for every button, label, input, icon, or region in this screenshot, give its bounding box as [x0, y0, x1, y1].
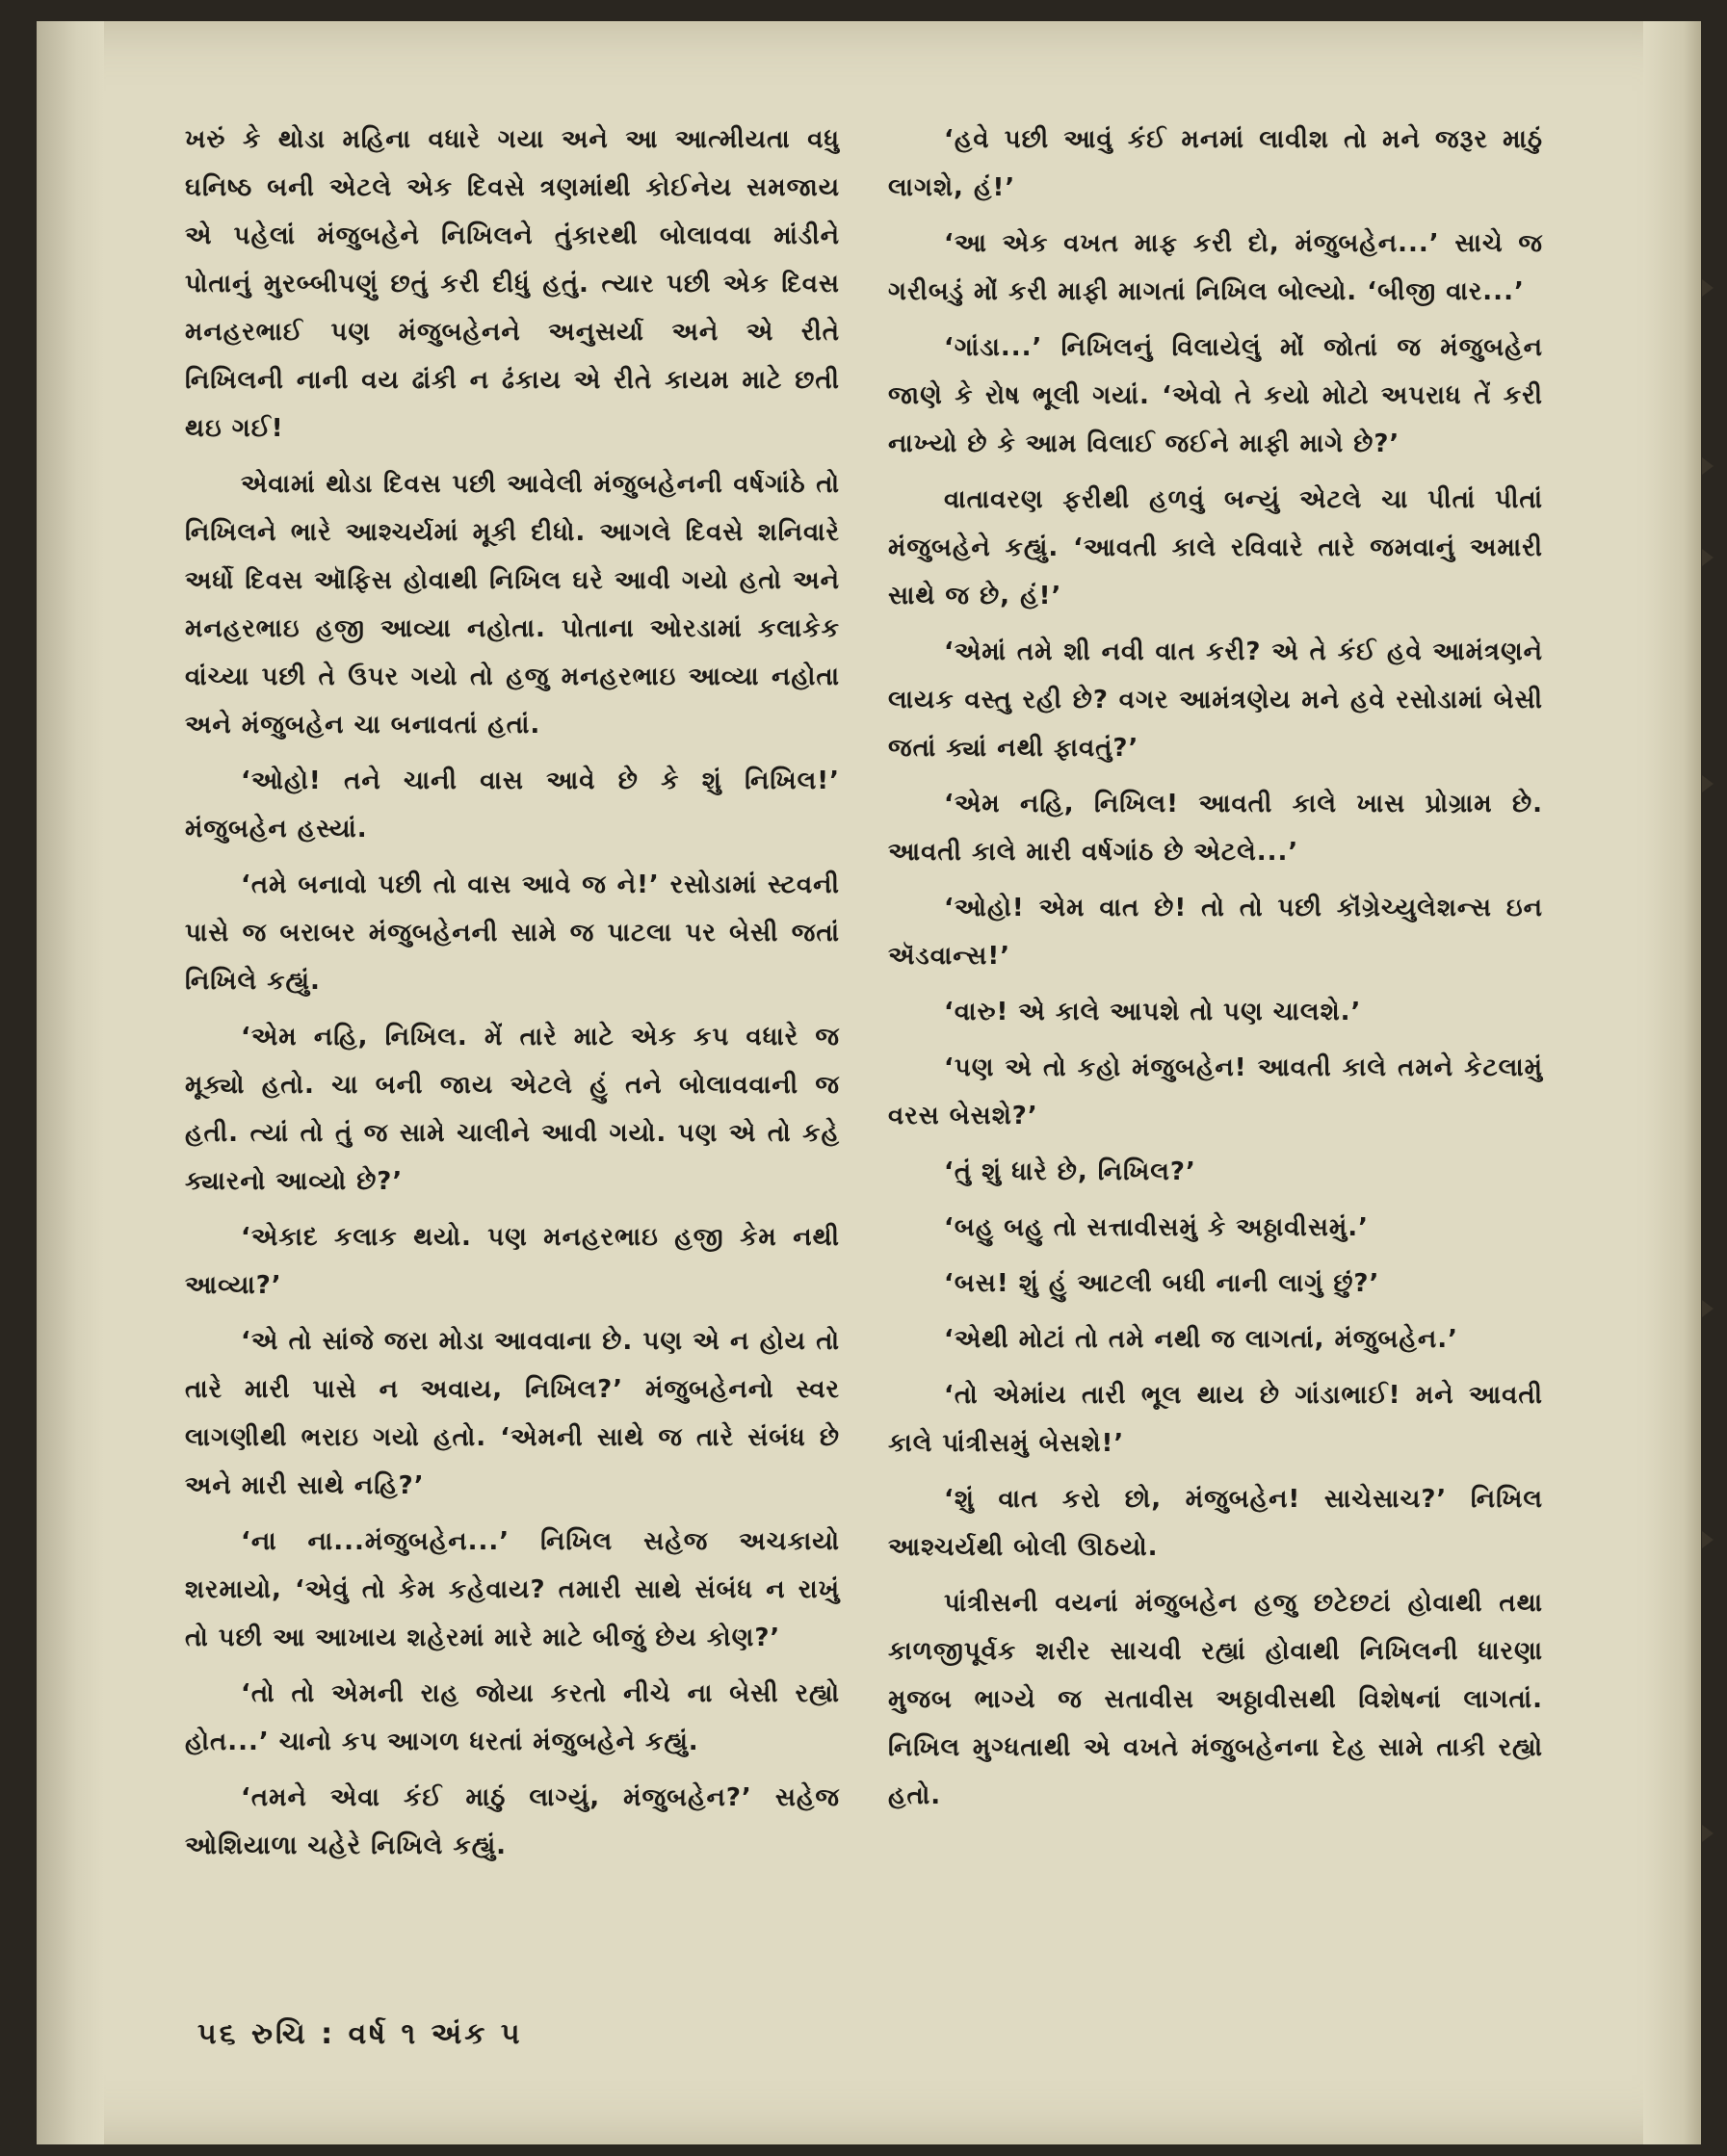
paragraph: ‘પણ એ તો કહો મંજુબહેન! આવતી કાલે તમને કેટલામું વરસ બેસશે?’ [888, 1053, 1543, 1130]
paragraph: ‘બહુ બહુ તો સત્તાવીસમું કે અઠ્ઠાવીસમું.’ [944, 1213, 1369, 1242]
paragraph: ‘ના ના...મંજુબહેન...’ નિખિલ સહેજ અચકાયો શરમાયો, ‘એવું તો કેમ કહેવાય? તમારી સાથે સંબંધ ન રાખું તો પછી આ આખાય શહેરમાં મારે માટે બીજું છેય કોણ?’ [185, 1527, 840, 1652]
paragraph: ‘બસ! શું હું આટલી બધી નાની લાગું છું?’ [944, 1269, 1380, 1298]
paragraph: ‘આ એક વખત માફ કરી દો, મંજુબહેન...’ સાચે જ ગરીબડું મોં કરી માફી માગતાં નિખિલ બોલ્યો. ‘બીજી વાર...’ [888, 229, 1543, 306]
paragraph: ‘એમ નહિ, નિખિલ. મેં તારે માટે એક કપ વધારે જ મૂક્યો હતો. ચા બની જાય એટલે હું તને બોલાવવાની જ હતી. ત્યાં તો તું જ સામે ચાલીને આવી ગયો. પણ એ તો કહે ક્યારનો આવ્યો છે?’ [185, 1023, 840, 1196]
paragraph: ‘તમને એવા કંઈ માઠું લાગ્યું, મંજુબહેન?’ સહેજ ઓશિયાળા ચહેરે નિખિલે કહ્યું. [185, 1783, 840, 1860]
page-footer: ૫૬ રુચિ : વર્ષ ૧ અંક ૫ [197, 2017, 523, 2051]
paragraph: ‘તો તો એમની રાહ જોયા કરતો નીચે ના બેસી રહ્યો હોત...’ ચાનો કપ આગળ ધરતાં મંજુબહેને કહ્યું. [185, 1679, 840, 1756]
paragraph: ‘વારુ! એ કાલે આપશે તો પણ ચાલશે.’ [944, 998, 1362, 1026]
paragraph: ‘ઓહો! એમ વાત છે! તો તો પછી કૉંગ્રેચ્યુલેશન્સ ઇન ઍડવાન્સ!’ [888, 894, 1543, 971]
paragraph: ખરું કે થોડા મહિના વધારે ગયા અને આ આત્મીયતા વધુ ઘનિષ્ઠ બની એટલે એક દિવસે ત્રણમાંથી કોઈનેય સમજાય એ પહેલાં મંજુબહેને નિખિલને તુંકારથી બોલાવવા માંડીને પોતાનું મુરબ્બીપણું છતું કરી દીધું હતું. ત્યાર પછી એક દિવસ મનહરભાઈ પણ મંજુબહેનને અનુસર્યા અને એ રીતે નિખિલની નાની વય ઢાંકી ન ઢંકાય એ રીતે કાયમ માટે છતી થઇ ગઈ! [185, 125, 840, 443]
paragraph: ‘એથી મોટાં તો તમે નથી જ લાગતાં, મંજુબહેન.’ [944, 1325, 1459, 1354]
edge-mark-icon [1702, 1300, 1714, 1317]
right-column [888, 116, 1543, 1828]
edge-mark-icon [1702, 279, 1714, 297]
edge-mark-icon [1702, 775, 1714, 792]
paragraph: ‘ઓહો! તને ચાની વાસ આવે છે કે શું નિખિલ!’ મંજુબહેન હસ્યાં. [185, 766, 840, 844]
paragraph: ‘શું વાત કરો છો, મંજુબહેન! સાચેસાચ?’ નિખિલ આશ્ચર્યથી બોલી ઊઠયો. [888, 1485, 1543, 1562]
paragraph: એવામાં થોડા દિવસ પછી આવેલી મંજુબહેનની વર્ષગાંઠે તો નિખિલને ભારે આશ્ચર્યમાં મૂકી દીધો. આગલે દિવસે શનિવારે અર્ધો દિવસ ઑફિસ હોવાથી નિખિલ ઘરે આવી ગયો હતો અને મનહરભાઇ હજી આવ્યા નહોતા. પોતાના ઓરડામાં કલાકેક વાંચ્યા પછી તે ઉપર ગયો તો હજુ મનહરભાઇ આવ્યા નહોતા અને મંજુબહેન ચા બનાવતાં હતાં. [185, 470, 840, 740]
edge-mark-icon [1702, 1825, 1714, 1842]
paragraph: ‘ગાંડા...’ નિખિલનું વિલાયેલું મોં જોતાં જ મંજુબહેન જાણે કે રોષ ભૂલી ગયાં. ‘એવો તે કયો મોટો અપરાધ તેં કરી નાખ્યો છે કે આમ વિલાઈ જઈને માફી માગે છે?’ [888, 333, 1543, 458]
page-binding-shadow [37, 21, 104, 2144]
paragraph: ‘એમ નહિ, નિખિલ! આવતી કાલે ખાસ પ્રોગ્રામ છે. આવતી કાલે મારી વર્ષગાંઠ છે એટલે...’ [888, 790, 1543, 867]
edge-mark-icon [1702, 457, 1714, 475]
left-column [185, 116, 840, 1878]
paragraph: ‘એ તો સાંજે જરા મોડા આવવાના છે. પણ એ ન હોય તો તારે મારી પાસે ન અવાય, નિખિલ?’ મંજુબહેનનો સ્વર લાગણીથી ભરાઇ ગયો હતો. ‘એમની સાથે જ તારે સંબંધ છે અને મારી સાથે નહિ?’ [185, 1327, 840, 1500]
edge-mark-icon [1702, 549, 1714, 566]
paragraph: ‘તો એમાંય તારી ભૂલ થાય છે ગાંડાભાઈ! મને આવતી કાલે પાંત્રીસમું બેસશે!’ [888, 1381, 1543, 1458]
edge-mark-icon [1702, 1531, 1714, 1548]
paragraph: ‘તમે બનાવો પછી તો વાસ આવે જ ને!’ રસોડામાં સ્ટવની પાસે જ બરાબર મંજુબહેનની સામે જ પાટલા પર બેસી જતાં નિખિલે કહ્યું. [185, 870, 840, 996]
paragraph: ‘એકાદ કલાક થયો. પણ મનહરભાઇ હજી કેમ નથી આવ્યા?’ [185, 1223, 840, 1300]
paragraph: વાતાવરણ ફરીથી હળવું બન્યું એટલે ચા પીતાં પીતાં મંજુબહેને કહ્યું. ‘આવતી કાલે રવિવારે તારે જમવાનું અમારી સાથે જ છે, હં!’ [888, 485, 1543, 610]
paragraph: ‘એમાં તમે શી નવી વાત કરી? એ તે કંઈ હવે આમંત્રણને લાયક વસ્તુ રહી છે? વગર આમંત્રણેય મને હવે રસોડામાં બેસી જતાં ક્યાં નથી ફાવતું?’ [888, 637, 1543, 763]
paragraph: ‘તું શું ધારે છે, નિખિલ?’ [944, 1157, 1196, 1186]
paragraph: ‘હવે પછી આવું કંઈ મનમાં લાવીશ તો મને જરૂર માઠું લાગશે, હં!’ [888, 125, 1543, 202]
page-edge-shadow [1643, 21, 1701, 2144]
paragraph: પાંત્રીસની વયનાં મંજુબહેન હજુ છટેછટાં હોવાથી તથા કાળજીપૂર્વક શરીર સાચવી રહ્યાં હોવાથી નિખિલની ધારણા મુજબ ભાગ્યે જ સતાવીસ અઠ્ઠાવીસથી વિશેષનાં લાગતાં. નિખિલ મુગ્ધતાથી એ વખતે મંજુબહેનના દેહ સામે તાકી રહ્યો હતો. [888, 1589, 1543, 1810]
